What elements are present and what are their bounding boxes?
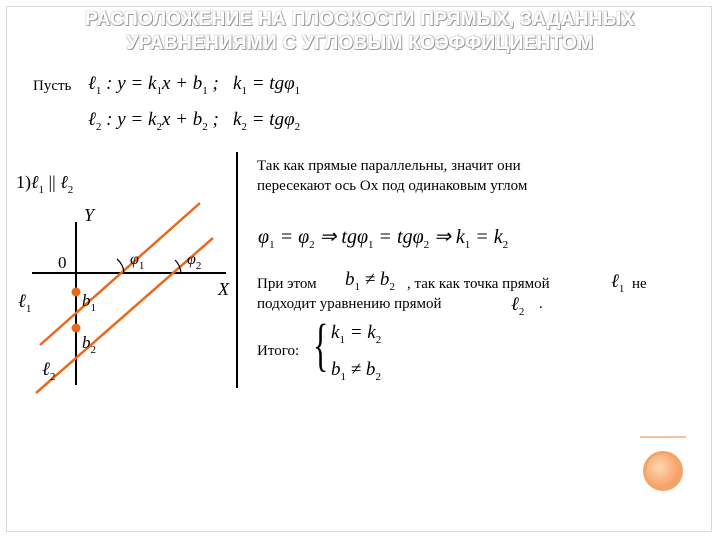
equation-line-1: ℓ$_1$ : $y = k_1x + b_1$ ; $k_1 = tg\varphi_1$ [88, 72, 301, 97]
decor-circle [643, 451, 683, 491]
x-axis-label: X [218, 279, 229, 299]
note-end: не [632, 276, 647, 292]
y-axis-label: Y [84, 205, 95, 225]
title-line-1: РАСПОЛОЖЕНИЕ НА ПЛОСКОСТИ ПРЯМЫХ, ЗАДАННЫХ [85, 9, 635, 30]
decor-line [640, 436, 686, 438]
result-label: Итого: [257, 343, 300, 359]
parallel-lines-diagram [0, 0, 240, 400]
explanation-line-1: Так как прямые параллельны, значит они [257, 158, 521, 174]
equation-line-2: ℓ$_2$ : $y = k_2x + b_2$ ; $k_2 = tg\varphi_2$ [88, 108, 301, 133]
note-middle: , так как точка прямой [407, 276, 550, 292]
case-label: 1)ℓ$_1$ || ℓ$_2$ [16, 172, 74, 196]
note-line-l1: ℓ$_1$ [611, 270, 625, 295]
point-b2 [72, 324, 81, 333]
b1-label: $b_1$ [82, 291, 96, 314]
b2-label: $b_2$ [82, 333, 96, 356]
explanation-line-2: пересекают ось Ox под одинаковым углом [257, 178, 528, 194]
origin-label: 0 [58, 253, 67, 272]
let-label: Пусть [33, 78, 72, 94]
note-line-2: подходит уравнению прямой [257, 296, 442, 312]
note-period: . [539, 296, 543, 312]
note-prefix: При этом [257, 276, 317, 292]
phi2-label: $\varphi_2$ [187, 251, 202, 272]
note-line-l2: ℓ$_2$ [511, 293, 525, 318]
note-b-inequality: $b_1 \ne b_2$ [345, 269, 395, 293]
system-eq-1: $k_1 = k_2$ [331, 322, 382, 346]
line-l2-label: ℓ$_2$ [42, 358, 56, 383]
line-l1-label: ℓ$_1$ [18, 290, 32, 315]
phi1-label: $\varphi_1$ [130, 251, 145, 272]
title-line-2: УРАВНЕНИЯМИ С УГЛОВЫМ КОЭФФИЦИЕНТОМ [126, 33, 594, 54]
system-brace: { [313, 312, 329, 377]
point-b1 [72, 288, 81, 297]
system-eq-2: $b_1 \ne b_2$ [331, 359, 381, 383]
angle-equality-chain: $\varphi_1 = \varphi_2$ ⇒ tgφ$_1$ = tgφ$_2$ ⇒ $k_1 = k_2$ [258, 226, 509, 251]
